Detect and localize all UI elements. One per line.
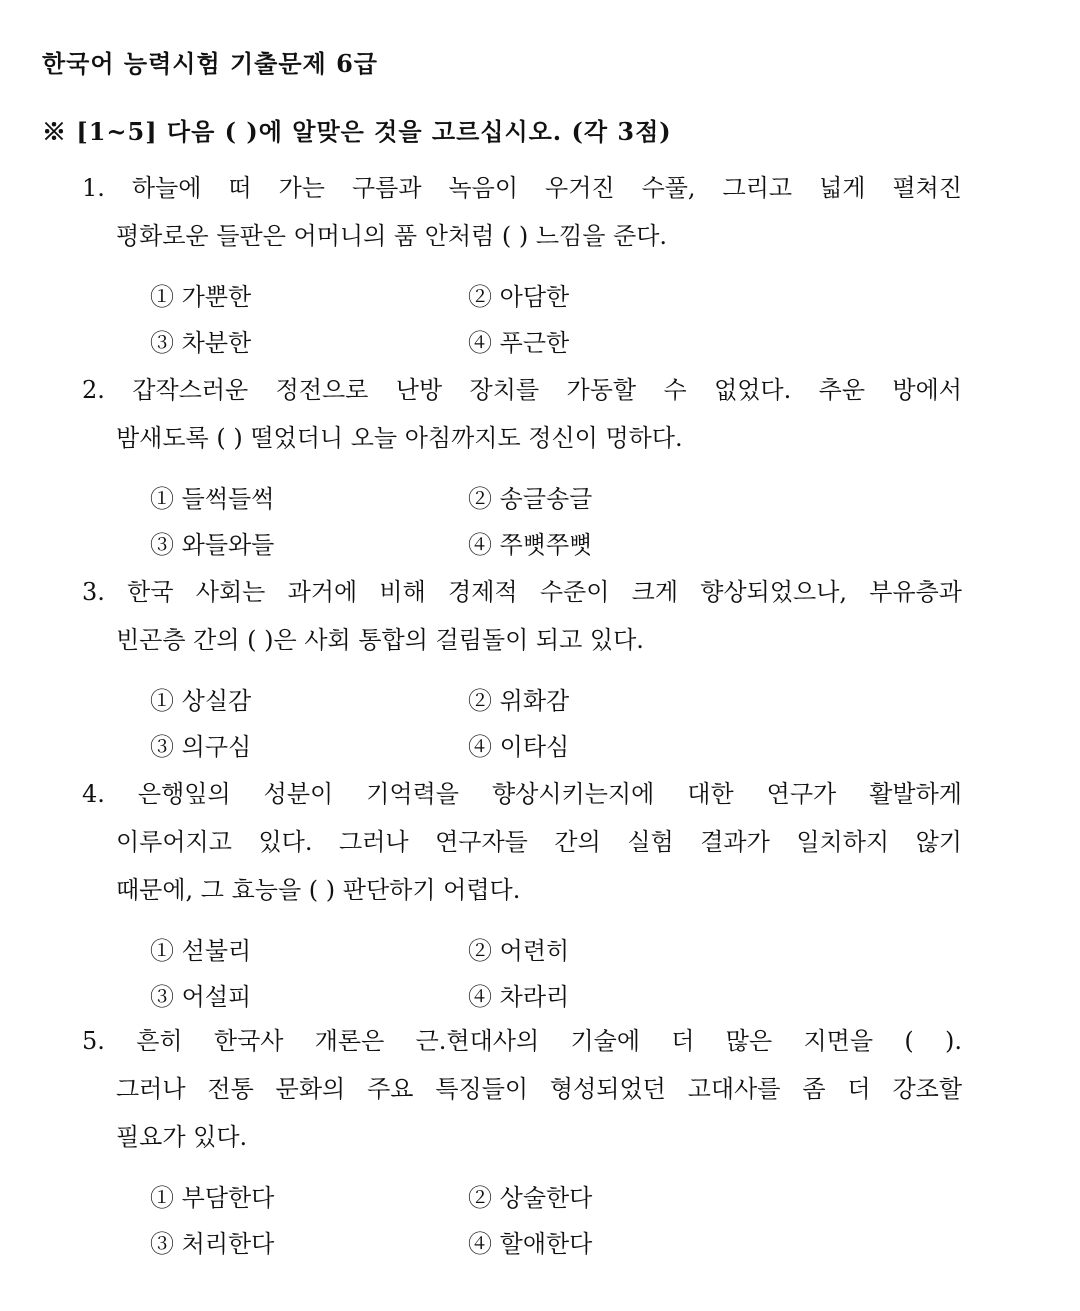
question-line: 5. 흔히 한국사 개론은 근.현대사의 기술에 더 많은 지면을 ( ). <box>82 1027 962 1055</box>
question-line: 평화로운 들판은 어머니의 품 안처럼 ( ) 느낌을 준다. <box>116 222 668 250</box>
option-2[interactable]: ② 어련히 <box>468 937 570 965</box>
question-5 <box>82 1017 962 1267</box>
option-4[interactable]: ④ 푸근한 <box>468 329 570 357</box>
question-line: 필요가 있다. <box>116 1123 248 1151</box>
option-4[interactable]: ④ 할애한다 <box>468 1230 593 1258</box>
question-line: 1. 하늘에 떠 가는 구름과 녹음이 우거진 수풀, 그리고 넓게 펼쳐진 <box>82 174 962 202</box>
option-2[interactable]: ② 아담한 <box>468 283 570 311</box>
question-2 <box>82 366 962 568</box>
instruction-text: ※ [1~5] 다음 ( )에 알맞은 것을 고르십시오. (각 3점) <box>42 117 672 146</box>
question-line: 때문에, 그 효능을 ( ) 판단하기 어렵다. <box>116 876 521 904</box>
question-line: 그러나 전통 문화의 주요 특징들이 형성되었던 고대사를 좀 더 강조할 <box>116 1075 962 1103</box>
option-4[interactable]: ④ 이타심 <box>468 733 570 761</box>
option-1[interactable]: ① 섣불리 <box>150 937 252 965</box>
option-1[interactable]: ① 상실감 <box>150 687 252 715</box>
option-2[interactable]: ② 송글송글 <box>468 485 593 513</box>
option-3[interactable]: ③ 처리한다 <box>150 1230 275 1258</box>
option-2[interactable]: ② 상술한다 <box>468 1184 593 1212</box>
question-line: 4. 은행잎의 성분이 기억력을 향상시키는지에 대한 연구가 활발하게 <box>82 780 962 808</box>
answer-options <box>82 274 962 366</box>
option-1[interactable]: ① 부담한다 <box>150 1184 275 1212</box>
question-line: 3. 한국 사회는 과거에 비해 경제적 수준이 크게 향상되었으나, 부유층과 <box>82 578 962 606</box>
question-4 <box>82 770 962 1020</box>
answer-options <box>82 476 962 568</box>
question-line: 이루어지고 있다. 그러나 연구자들 간의 실험 결과가 일치하지 않기 <box>116 828 962 856</box>
option-3[interactable]: ③ 어설피 <box>150 983 252 1011</box>
question-line: 빈곤층 간의 ( )은 사회 통합의 걸림돌이 되고 있다. <box>116 626 644 654</box>
option-3[interactable]: ③ 차분한 <box>150 329 252 357</box>
question-3 <box>82 568 962 770</box>
option-3[interactable]: ③ 와들와들 <box>150 531 275 559</box>
exam-title: 한국어 능력시험 기출문제 6급 <box>42 49 378 78</box>
option-3[interactable]: ③ 의구심 <box>150 733 252 761</box>
answer-options <box>82 1175 962 1267</box>
question-1 <box>82 164 962 366</box>
option-4[interactable]: ④ 차라리 <box>468 983 570 1011</box>
option-1[interactable]: ① 가뿐한 <box>150 283 252 311</box>
option-4[interactable]: ④ 쭈뼛쭈뼛 <box>468 531 593 559</box>
question-line: 밤새도록 ( ) 떨었더니 오늘 아침까지도 정신이 멍하다. <box>116 424 683 452</box>
answer-options <box>82 678 962 770</box>
answer-options <box>82 928 962 1020</box>
option-1[interactable]: ① 들썩들썩 <box>150 485 275 513</box>
question-line: 2. 갑작스러운 정전으로 난방 장치를 가동할 수 없었다. 추운 방에서 <box>82 376 962 404</box>
option-2[interactable]: ② 위화감 <box>468 687 570 715</box>
